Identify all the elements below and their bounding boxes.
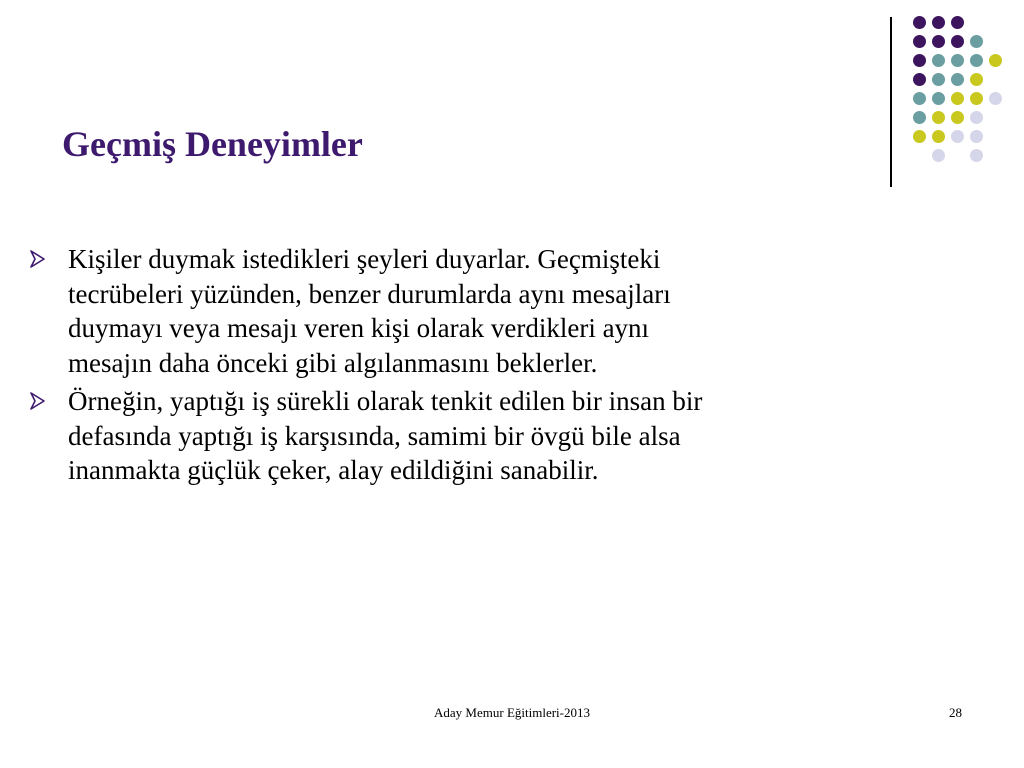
decorative-vertical-line [890,17,892,187]
decorative-dot [932,130,945,143]
decorative-dot [951,73,964,86]
decorative-dot-grid [0,0,1024,200]
decorative-dot [913,54,926,67]
bullet-item [68,242,898,380]
decorative-dot [913,92,926,105]
decorative-dot [913,130,926,143]
arrowhead-bullet-icon [30,242,46,276]
decorative-dot [951,92,964,105]
decorative-dot [932,35,945,48]
bullet-item [68,384,898,488]
decorative-dot [970,149,983,162]
decorative-dot [970,111,983,124]
decorative-dot [932,16,945,29]
arrowhead-bullet-icon [30,384,46,418]
decorative-dot [951,16,964,29]
decorative-dot [951,35,964,48]
page-number: 28 [949,705,962,720]
decorative-dot [932,92,945,105]
decorative-dot [913,73,926,86]
bullet-text-line: mesajın daha önceki gibi algılanmasını beklerler. [68,347,598,378]
bullet-text-line: tecrübeleri yüzünden, benzer durumlarda aynı mesajları [68,278,671,309]
decorative-dot [932,73,945,86]
decorative-dot [932,54,945,67]
decorative-dot [932,149,945,162]
decorative-dot [970,92,983,105]
decorative-dot [951,130,964,143]
bullet-text-line: defasında yaptığı iş karşısında, samimi bir övgü bile alsa [68,420,681,451]
bullet-text-line: duymayı veya mesajı veren kişi olarak verdikleri aynı [68,313,650,343]
decorative-dot [970,73,983,86]
bullet-list [68,242,898,492]
slide-title: Geçmiş Deneyimler [62,124,363,164]
decorative-dot [932,111,945,124]
decorative-dot [913,16,926,29]
bullet-text-line: Örneğin, yaptığı iş sürekli olarak tenkit edilen bir insan bir [68,386,703,416]
decorative-dot [970,35,983,48]
bullet-text-line: inanmakta güçlük çeker, alay edildiğini sanabilir. [68,455,599,485]
decorative-dot [951,54,964,67]
decorative-dot [970,54,983,67]
bullet-text-line: Kişiler duymak istedikleri şeyleri duyarlar. Geçmişteki [68,244,661,274]
decorative-dot [970,130,983,143]
decorative-dot [989,54,1002,67]
footer-text: Aday Memur Eğitimleri-2013 [434,705,590,720]
decorative-dot [913,111,926,124]
decorative-dot [913,35,926,48]
decorative-dot [951,111,964,124]
decorative-dot [989,92,1002,105]
